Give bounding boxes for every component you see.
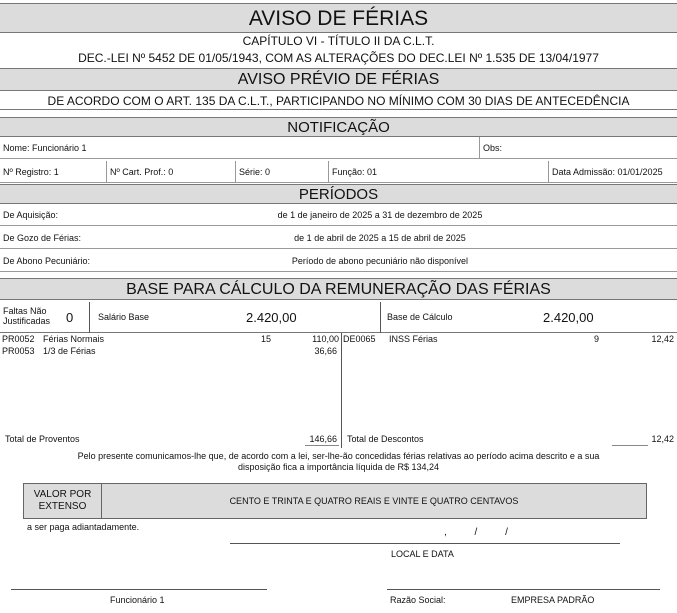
desconto-value: 12,42 xyxy=(651,334,674,344)
extenso-label-line-1: VALOR POR xyxy=(33,489,92,500)
total-descontos-value: 12,42 xyxy=(651,434,674,444)
period-value: Período de abono pecuniário não disponível xyxy=(291,256,469,266)
proventos-row xyxy=(2,334,339,345)
employee-name: Nome: Funcionário 1 xyxy=(0,137,480,158)
registro-field: Nº Registro: 1 xyxy=(0,161,107,182)
periods-band xyxy=(0,184,677,204)
payment-note: a ser paga adiantadamente. xyxy=(27,522,140,532)
provento-code: PR0053 xyxy=(2,346,35,356)
statement-line-1: Pelo presente comunicamos-lhe que, de acordo com a lei, ser-lhe-ão concedidas férias relativas ao período acima descrito e a sua xyxy=(77,451,600,461)
faltas-value: 0 xyxy=(66,310,74,325)
razao-social-label: Razão Social: xyxy=(390,595,446,605)
salario-value: 2.420,00 xyxy=(246,310,297,325)
base-label: Base de Cálculo xyxy=(387,312,453,322)
provento-value: 36,66 xyxy=(314,346,337,356)
name-row xyxy=(0,137,677,159)
provento-ref: 15 xyxy=(261,334,272,344)
extenso-value: CENTO E TRINTA E QUATRO REAIS E VINTE E QUATRO CENTAVOS xyxy=(229,496,519,506)
provento-desc: Férias Normais xyxy=(43,334,105,344)
registry-row xyxy=(0,161,677,183)
total-proventos-value: 146,66 xyxy=(309,434,337,444)
total-descontos-label: Total de Descontos xyxy=(347,434,424,444)
extenso-label-line-2: EXTENSO xyxy=(38,501,87,512)
descontos-row xyxy=(343,334,674,345)
period-row-gozo xyxy=(0,227,677,249)
period-row-abono xyxy=(0,250,677,272)
period-label: De Aquisição: xyxy=(3,209,59,220)
local-data-label: LOCAL E DATA xyxy=(391,549,454,559)
faltas-label: Faltas Não Justificadas xyxy=(3,306,51,326)
desconto-desc: INSS Férias xyxy=(389,334,438,344)
company-signature-line xyxy=(387,589,660,590)
calc-row xyxy=(0,302,677,333)
obs-field: Obs: xyxy=(483,142,503,153)
desconto-code: DE0065 xyxy=(343,334,376,344)
calc-title: BASE PARA CÁLCULO DA REMUNERAÇÃO DAS FÉRIAS xyxy=(126,281,551,298)
notice-band xyxy=(0,68,677,91)
total-proventos-label: Total de Proventos xyxy=(5,434,80,444)
period-value: de 1 de abril de 2025 a 15 de abril de 2025 xyxy=(294,233,466,243)
provento-code: PR0052 xyxy=(2,334,35,344)
funcao-field: Função: 01 xyxy=(329,161,549,182)
base-value: 2.420,00 xyxy=(543,310,594,325)
notification-band xyxy=(0,117,677,137)
cart-prof-field: Nº Cart. Prof.: 0 xyxy=(107,161,236,182)
notification-title: NOTIFICAÇÃO xyxy=(287,119,390,136)
extenso-label xyxy=(24,484,102,518)
serie-field: Série: 0 xyxy=(236,161,329,182)
provento-value: 110,00 xyxy=(312,334,339,344)
page-title: AVISO DE FÉRIAS xyxy=(248,7,429,30)
razao-social-value: EMPRESA PADRÃO xyxy=(511,595,595,605)
periods-title: PERÍODOS xyxy=(298,186,379,203)
statement-line-2: disposição fica a importância líquida de R$ 134,24 xyxy=(237,462,440,472)
chapter-line: CAPÍTULO VI - TÍTULO II DA C.L.T. xyxy=(0,33,677,49)
salario-label: Salário Base xyxy=(98,312,150,322)
decree-line: DEC.-LEI Nº 5452 DE 01/05/1943, COM AS ALTERAÇÕES DO DEC.LEI Nº 1.535 DE 13/04/1977 xyxy=(0,50,677,66)
title-band xyxy=(0,3,677,33)
period-label: De Abono Pecuniário: xyxy=(3,255,91,266)
calc-band xyxy=(0,278,677,300)
employee-signature-name: Funcionário 1 xyxy=(110,595,165,605)
admissao-field: Data Admissão: 01/01/2025 xyxy=(552,166,663,177)
notice-subtitle: DE ACORDO COM O ART. 135 DA C.L.T., PARTICIPANDO NO MÍNIMO COM 30 DIAS DE ANTECEDÊNCIA xyxy=(0,92,677,110)
period-label: De Gozo de Férias: xyxy=(3,232,82,243)
local-data-line xyxy=(230,543,620,544)
proventos-row xyxy=(2,346,337,357)
period-value: de 1 de janeiro de 2025 a 31 de dezembro de 2025 xyxy=(277,210,483,220)
provento-desc: 1/3 de Férias xyxy=(43,346,96,356)
employee-signature-line xyxy=(11,589,267,590)
date-separators: , / / xyxy=(444,527,508,538)
extenso-box xyxy=(23,483,647,519)
period-row-aquisicao xyxy=(0,204,677,226)
desconto-ref: 9 xyxy=(594,334,600,344)
notice-title: AVISO PRÉVIO DE FÉRIAS xyxy=(237,71,440,88)
